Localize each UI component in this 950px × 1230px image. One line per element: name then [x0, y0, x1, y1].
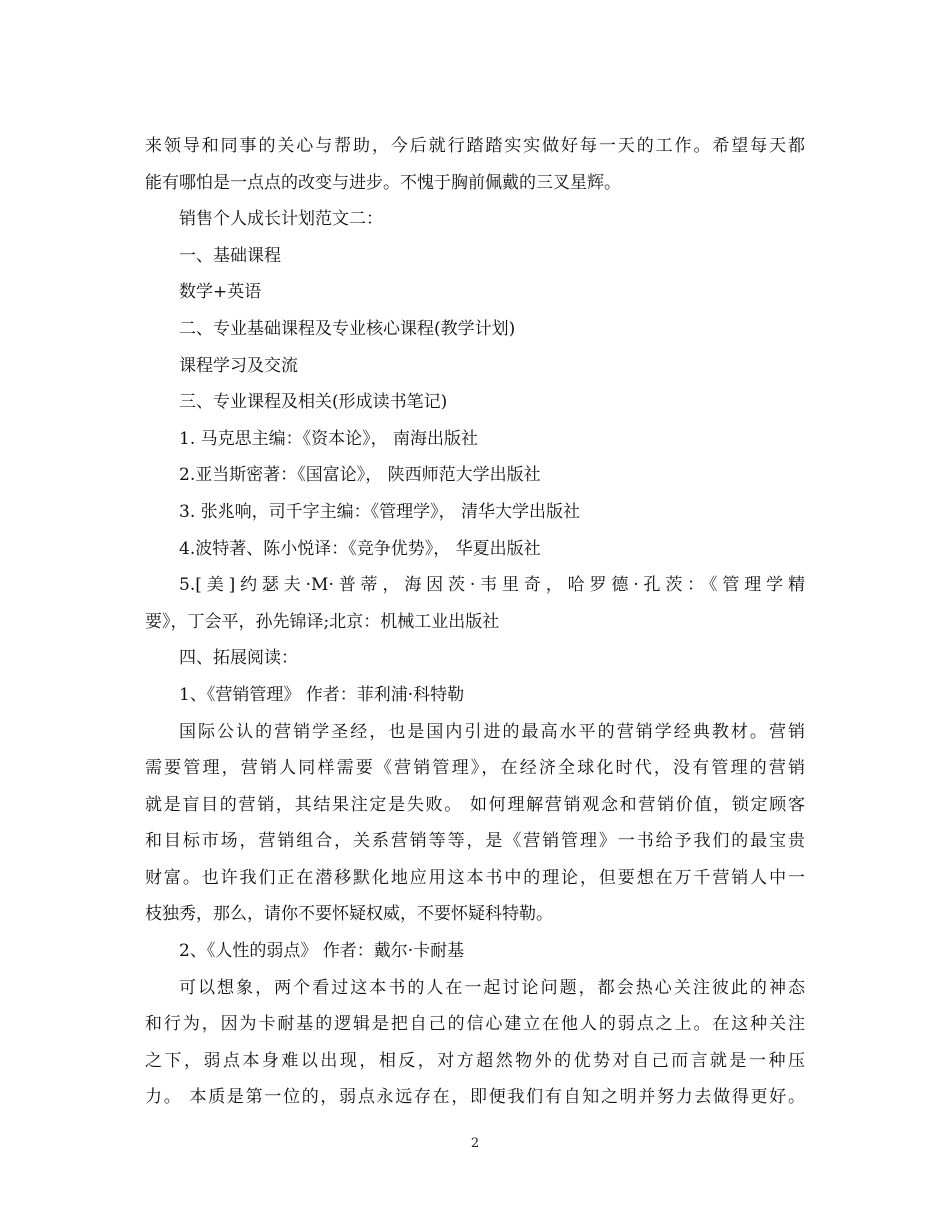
document-body — [145, 128, 805, 1116]
text-line: 需要管理，营销人同样需要《营销管理》，在经济全球化时代，没有管理的营销 — [145, 758, 805, 779]
text-line: 数学+英语 — [179, 282, 262, 303]
list-item: 5.[美]约瑟夫·M·普蒂，海因茨·韦里奇，哈罗德·孔茨：《管理学精 — [179, 575, 805, 596]
text-line: 国际公认的营销学圣经，也是国内引进的最高水平的营销学经典教材。营销 — [179, 721, 805, 742]
text-line: 和行为，因为卡耐基的逻辑是把自己的信心建立在他人的弱点之上。在这种关注 — [145, 1014, 805, 1035]
page-number: 2 — [470, 1136, 480, 1151]
list-item-continuation: 要》，丁会平，孙先锦译;北京：机械工业出版社 — [145, 611, 500, 632]
book-title: 2、《人性的弱点》 作者：戴尔·卡耐基 — [179, 941, 465, 962]
heading: 三、专业课程及相关(形成读书笔记) — [179, 392, 448, 413]
text-line: 力。 本质是第一位的，弱点永远存在，即便我们有自知之明并努力去做得更好。 — [145, 1087, 805, 1108]
list-item: 1. 马克思主编：《资本论》， 南海出版社 — [179, 428, 479, 449]
heading: 一、基础课程 — [179, 245, 281, 266]
text-line: 和目标市场，营销组合，关系营销等等，是《营销管理》一书给予我们的最宝贵 — [145, 831, 805, 852]
text-line: 之下，弱点本身难以出现，相反，对方超然物外的优势对自己而言就是一种压 — [145, 1050, 805, 1071]
section-title: 销售个人成长计划范文二： — [179, 209, 383, 230]
text-line: 可以想象，两个看过这本书的人在一起讨论问题，都会热心关注彼此的神态 — [179, 977, 805, 998]
text-line: 就是盲目的营销，其结果注定是失败。 如何理解营销观念和营销价值，锁定顾客 — [145, 794, 805, 815]
book-title: 1、《营销管理》 作者：菲利浦·科特勒 — [179, 684, 465, 705]
text-line: 来领导和同事的关心与帮助，今后就行踏踏实实做好每一天的工作。希望每天都 — [145, 136, 805, 156]
list-item: 2.亚当斯密著：《国富论》， 陕西师范大学出版社 — [179, 465, 541, 486]
text-line: 财富。也许我们正在潜移默化地应用这本书中的理论，但要想在万千营销人中一 — [145, 867, 805, 888]
text-line: 课程学习及交流 — [179, 355, 298, 376]
text-line: 能有哪怕是一点点的改变与进步。不愧于胸前佩戴的三叉星辉。 — [145, 172, 621, 193]
list-item: 3. 张兆响，司千字主编：《管理学》， 清华大学出版社 — [179, 501, 581, 522]
heading: 二、专业基础课程及专业核心课程(教学计划) — [179, 318, 516, 339]
text-line: 枝独秀，那么，请你不要怀疑权威，不要怀疑科特勒。 — [145, 904, 553, 925]
heading: 四、拓展阅读： — [179, 648, 298, 669]
list-item: 4.波特著、陈小悦译：《竞争优势》， 华夏出版社 — [179, 538, 541, 559]
